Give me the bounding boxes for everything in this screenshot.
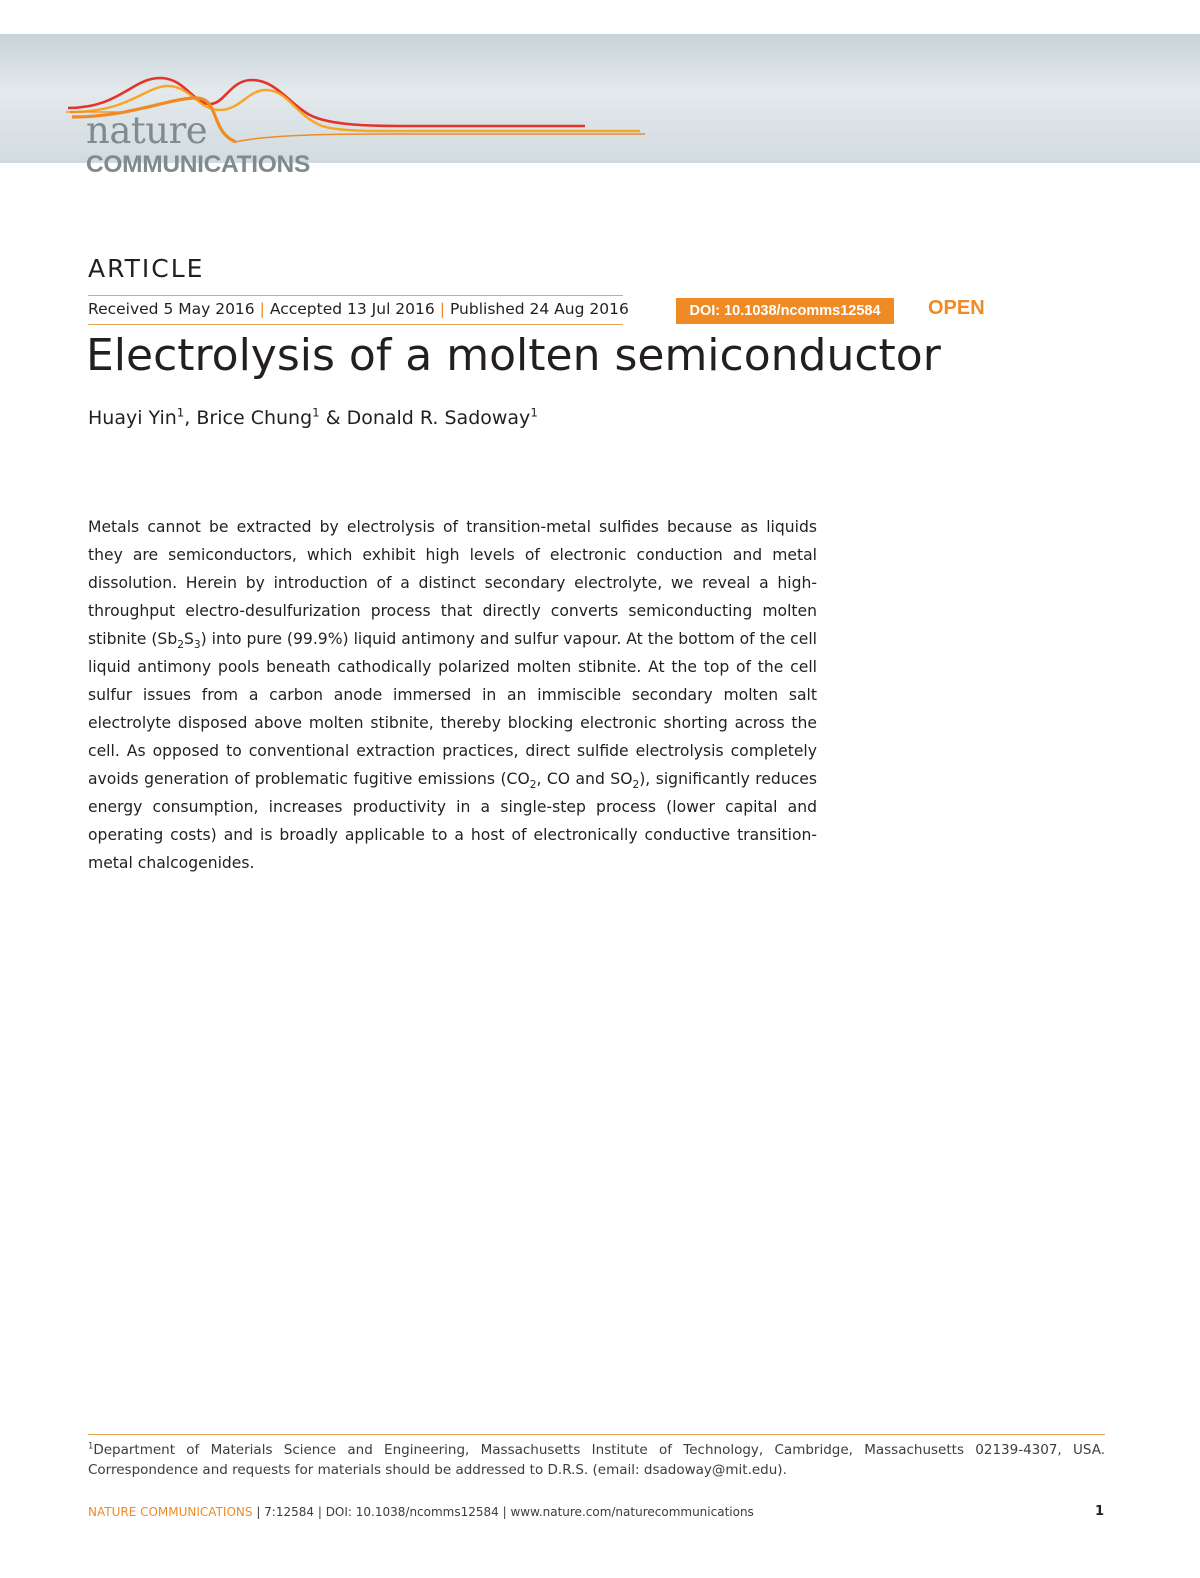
date-separator: |	[259, 300, 265, 318]
article-title: Electrolysis of a molten semiconductor	[86, 330, 941, 381]
footer-journal-name: NATURE COMMUNICATIONS	[88, 1505, 253, 1519]
author-separator: ,	[184, 407, 197, 429]
author-list	[88, 406, 538, 431]
affiliation-text: Department of Materials Science and Engineering, Massachusetts Institute of Technology, Cambridge, Massachusetts 02139-4307, USA. Correspondence and requests for materials should be addressed to D.R.S. (email: dsadoway@mit.edu).	[88, 1442, 1105, 1478]
journal-banner	[0, 34, 1200, 178]
subscript: 2	[177, 639, 184, 652]
footnote-divider	[88, 1434, 1105, 1435]
abstract-text: , CO and SO	[536, 770, 633, 788]
subscript: 2	[632, 779, 640, 792]
author-affiliation-marker: 1	[176, 405, 185, 420]
published-date: Published 24 Aug 2016	[449, 300, 629, 318]
subscript: 2	[529, 779, 537, 792]
abstract-text: ), significantly reduces energy consumption, increases productivity in a single-step process (lower capital and operating costs) and is broadly applicable to a host of electronically conductive transition-metal chalcogenides.	[88, 770, 817, 872]
journal-logo-nature: nature	[86, 109, 208, 152]
page-footer	[88, 1503, 754, 1521]
abstract-text: Metals cannot be extracted by electrolysis of transition-metal sulfides because as liquids they are semiconductors, which exhibit high levels of electronic conduction and metal dissolution. Herein by introduction of a distinct secondary electrolyte, we reveal a high-throughput electro-desulfurization process that directly converts semiconducting molten stibnite (Sb	[88, 518, 817, 648]
abstract-text: S	[183, 630, 194, 648]
abstract	[88, 513, 817, 877]
subscript: 3	[193, 639, 201, 652]
date-separator: |	[439, 300, 445, 318]
doi-badge[interactable]: DOI: 10.1038/ncomms12584	[676, 298, 894, 324]
author-affiliation-marker: 1	[312, 405, 320, 420]
footer-details: | 7:12584 | DOI: 10.1038/ncomms12584 | www.nature.com/naturecommunications	[252, 1505, 754, 1519]
affiliation-footnote	[88, 1440, 1105, 1480]
author-name[interactable]: Huayi Yin	[88, 407, 177, 429]
publication-dates	[88, 295, 629, 325]
author-name[interactable]: Brice Chung	[196, 407, 313, 429]
author-affiliation-marker: 1	[530, 405, 538, 420]
open-access-label: OPEN	[928, 297, 985, 319]
author-name[interactable]: Donald R. Sadoway	[346, 407, 531, 429]
received-date: Received 5 May 2016	[88, 300, 255, 318]
accepted-date: Accepted 13 Jul 2016	[269, 300, 435, 318]
affiliation-marker: 1	[88, 1440, 94, 1451]
author-separator: &	[319, 407, 347, 429]
article-type-label: ARTICLE	[88, 254, 205, 283]
abstract-text: ) into pure (99.9%) liquid antimony and sulfur vapour. At the bottom of the cell liquid antimony pools beneath cathodically polarized molten stibnite. At the top of the cell sulfur issues from a carbon anode immersed in an immiscible secondary molten salt electrolyte disposed above molten stibnite, thereby blocking electronic shorting across the cell. As opposed to conventional extraction practices, direct sulfide electrolysis completely avoids generation of problematic fugitive emissions (CO	[88, 630, 817, 788]
journal-logo-communications: COMMUNICATIONS	[86, 151, 310, 178]
page-number: 1	[1094, 1504, 1104, 1519]
